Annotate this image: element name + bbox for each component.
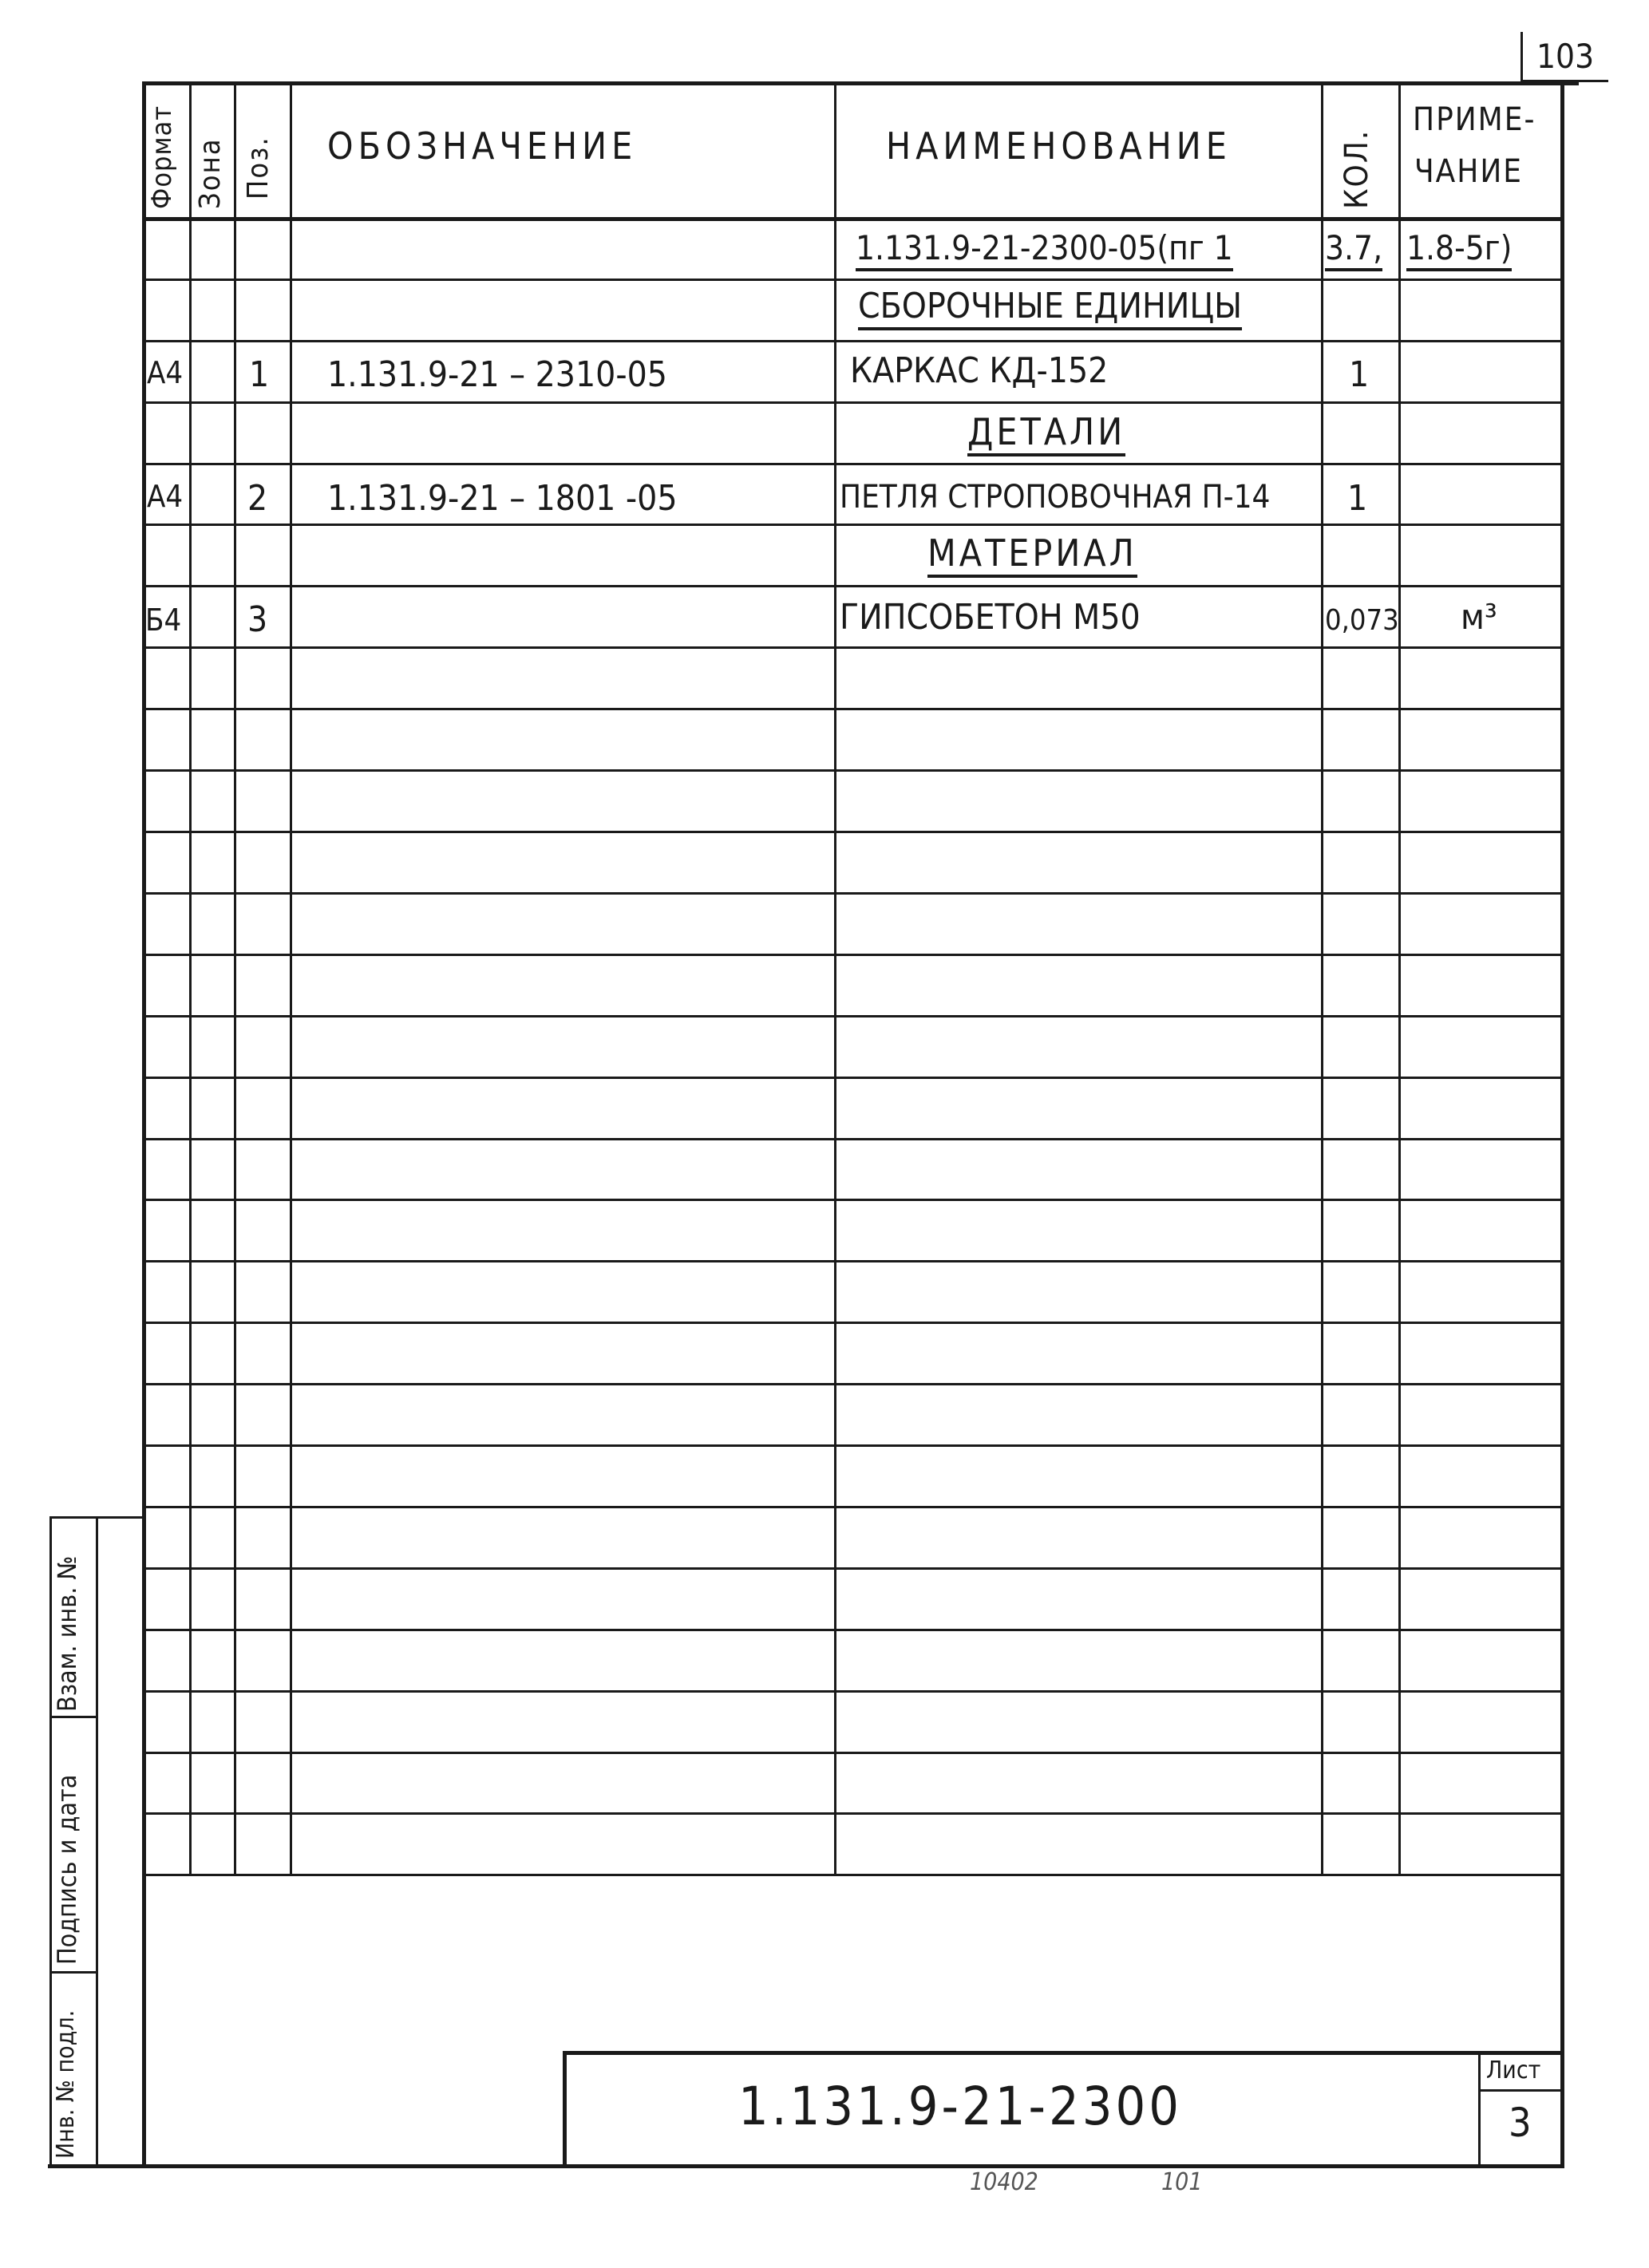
col-line-note (1398, 81, 1401, 1875)
table-row-line (142, 646, 1563, 649)
side-stamp-top (49, 1516, 144, 1519)
frame-top (142, 81, 1579, 85)
col-line-pos (234, 81, 236, 1875)
side-stamp-inv-podl: Инв. № подл. (52, 2009, 80, 2159)
table-row-line (142, 1444, 1563, 1447)
col-line-qty (1321, 81, 1323, 1875)
doc-number: 1.131.9-21-2300 (738, 2076, 1183, 2137)
spec-reference-qty: 3.7, (1325, 231, 1382, 271)
table-row-line (142, 1567, 1563, 1570)
frame-left (142, 81, 146, 2168)
row-6-name: ГИПСОБЕТОН М50 (840, 597, 1141, 638)
page-number: 103 (1536, 37, 1595, 76)
spec-reference-note: 1.8-5г) (1406, 231, 1512, 271)
table-row-line (142, 1199, 1563, 1201)
header-zone: Зона (194, 137, 227, 209)
table-row-line (142, 340, 1563, 342)
table-row-line (142, 1015, 1563, 1017)
row-2-pos: 1 (249, 354, 270, 395)
sheet-box-left (1478, 2051, 1481, 2167)
table-row-line (142, 892, 1563, 895)
sheet-box-divider (1478, 2089, 1562, 2092)
table-row-line (142, 831, 1563, 833)
table-row-line (142, 585, 1563, 587)
section-assembly-units: СБОРОЧНЫЕ ЕДИНИЦЫ (858, 289, 1242, 330)
side-stamp-div1 (49, 1716, 97, 1718)
header-qty: КОЛ. (1339, 128, 1375, 209)
col-line-zone (189, 81, 192, 1875)
table-row-line (142, 769, 1563, 772)
spec-reference: 1.131.9-21-2300-05(пг 1 (856, 231, 1233, 271)
table-row-line (142, 708, 1563, 710)
row-4-format: А4 (147, 479, 184, 514)
frame-right (1560, 81, 1564, 2168)
table-row-line (142, 1077, 1563, 1079)
table-row-line (142, 1812, 1563, 1815)
side-stamp-podpis: Подпись и дата (52, 1774, 82, 1965)
row-4-qty: 1 (1347, 478, 1368, 519)
table-row-line (142, 401, 1563, 404)
section-details: ДЕТАЛИ (967, 413, 1125, 456)
sheet-number: 3 (1509, 2100, 1532, 2146)
table-row-line (142, 463, 1563, 465)
row-2-name: КАРКАС КД-152 (850, 350, 1109, 391)
table-row-line (142, 954, 1563, 956)
row-2-qty: 1 (1349, 354, 1370, 395)
row-4-name: ПЕТЛЯ СТРОПОВОЧНАЯ П-14 (840, 479, 1271, 516)
col-line-designation (290, 81, 292, 1875)
table-row-line (142, 1322, 1563, 1324)
header-designation: ОБОЗНАЧЕНИЕ (327, 124, 638, 168)
table-row-line (142, 1506, 1563, 1508)
header-format: Формат (146, 105, 178, 209)
table-row-line (142, 1260, 1563, 1262)
side-stamp-div2 (49, 1971, 97, 1974)
page-number-divider (1520, 32, 1523, 81)
table-bottom (142, 1874, 1563, 1876)
table-row-line (142, 1752, 1563, 1754)
section-material: МАТЕРИАЛ (927, 535, 1137, 578)
table-row-line (142, 279, 1563, 281)
frame-bottom (48, 2164, 1564, 2168)
row-6-qty: 0,073 (1325, 604, 1399, 637)
header-pos: Поз. (242, 136, 275, 200)
table-row-line (142, 1383, 1563, 1385)
row-4-designation: 1.131.9-21 – 1801 -05 (327, 478, 678, 519)
sheet-label: Лист (1486, 2057, 1541, 2084)
header-note-line2: ЧАНИЕ (1414, 153, 1523, 190)
header-separator (142, 217, 1563, 221)
col-line-name (834, 81, 836, 1875)
row-6-pos: 3 (247, 599, 268, 640)
footer-mark-right: 101 (1161, 2168, 1203, 2196)
title-block-left (563, 2051, 567, 2167)
row-6-format: Б4 (145, 603, 182, 638)
row-4-pos: 2 (247, 478, 268, 519)
table-row-line (142, 1138, 1563, 1140)
header-note-line1: ПРИМЕ- (1413, 101, 1536, 138)
side-stamp-vzam: Взам. инв. № (52, 1555, 82, 1712)
row-2-format: А4 (147, 355, 184, 390)
row-6-note: м³ (1461, 597, 1497, 638)
table-row-line (142, 524, 1563, 526)
table-row-line (142, 1629, 1563, 1631)
title-block-top (563, 2051, 1562, 2055)
table-row-line (142, 1690, 1563, 1693)
header-name: НАИМЕНОВАНИЕ (886, 124, 1232, 168)
footer-mark-left: 10402 (970, 2168, 1038, 2196)
side-stamp-inner (96, 1516, 98, 2167)
row-2-designation: 1.131.9-21 – 2310-05 (327, 354, 667, 395)
